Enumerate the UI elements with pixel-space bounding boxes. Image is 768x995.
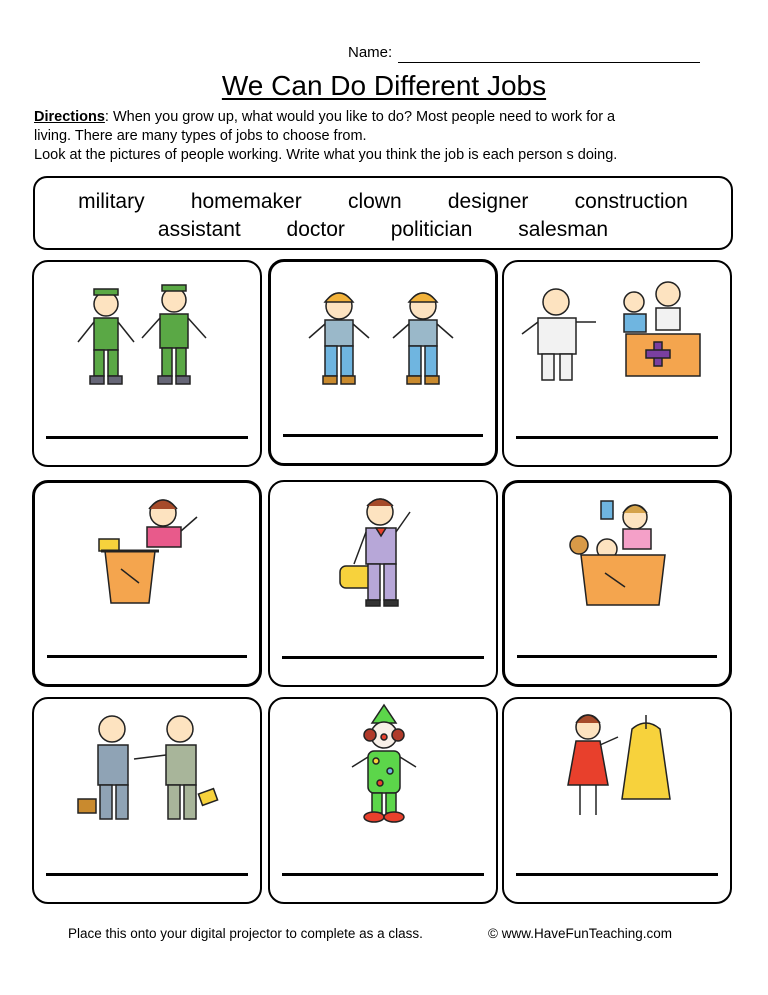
clown-picture-icon [270,699,496,859]
directions-text-1: : When you grow up, what would you like to do? Most people need to work for a [104,109,616,125]
directions [34,108,724,165]
directions-text-3: Look at the pictures of people working. Write what you think the job is each person s doing. [34,147,618,163]
job-card-3 [502,260,732,467]
word-designer: designer [447,190,529,213]
answer-line[interactable] [46,436,248,439]
footer-instructions: Place this onto your digital projector to complete as a class. [68,926,423,941]
word-bank-row-2 [35,218,731,242]
word-politician: politician [390,218,473,241]
answer-line[interactable] [47,655,247,658]
directions-label: Directions [34,109,105,125]
word-bank [33,176,733,250]
job-card-8 [268,697,498,904]
job-card-5 [268,480,498,687]
word-clown: clown [347,190,402,213]
job-card-9 [502,697,732,904]
word-doctor: doctor [286,218,345,241]
politicians-picture-icon [34,699,260,859]
salesman-picture-icon [270,482,496,642]
job-card-7 [32,697,262,904]
word-assistant: assistant [157,218,241,241]
assistant-at-desk-picture-icon [35,483,261,643]
job-card-4 [32,480,262,687]
answer-line[interactable] [517,655,717,658]
name-answer-line[interactable] [398,62,700,63]
word-military: military [78,190,145,213]
job-card-1 [32,260,262,467]
word-homemaker: homemaker [190,190,302,213]
doctor-picture-icon [504,262,730,422]
answer-line[interactable] [283,434,483,437]
job-card-6 [502,480,732,687]
page-title: We Can Do Different Jobs [221,70,547,101]
footer-copyright: © www.HaveFunTeaching.com [488,926,673,941]
word-salesman: salesman [518,218,609,241]
soldiers-picture-icon [34,262,260,422]
answer-line[interactable] [46,873,248,876]
word-bank-row-1 [35,190,731,214]
homemaker-picture-icon [505,483,731,643]
answer-line[interactable] [516,873,718,876]
directions-text-2: living. There are many types of jobs to choose from. [34,128,367,144]
answer-line[interactable] [516,436,718,439]
designer-picture-icon [504,699,730,859]
construction-workers-picture-icon [271,262,497,422]
word-construction: construction [574,190,688,213]
name-label: Name: [348,44,393,61]
job-card-2 [268,259,498,466]
answer-line[interactable] [282,656,484,659]
answer-line[interactable] [282,873,484,876]
